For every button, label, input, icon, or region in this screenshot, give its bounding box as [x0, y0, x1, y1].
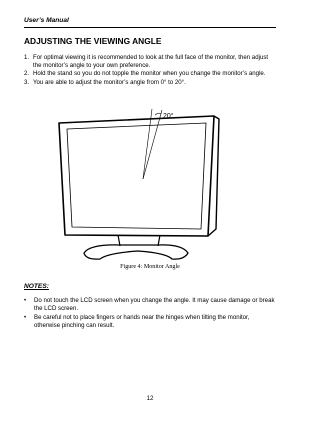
step-text: Hold the stand so you do not topple the monitor when you change the monitor’s angle.: [33, 70, 266, 78]
angle-label: 20°: [163, 113, 174, 120]
section-title: ADJUSTING THE VIEWING ANGLE: [24, 36, 162, 46]
header-label: User’s Manual: [24, 17, 69, 24]
notes-list: [24, 297, 276, 331]
bullet: •: [24, 313, 27, 321]
steps-list: [24, 54, 276, 87]
step-number: 3.: [24, 78, 30, 86]
bullet: •: [24, 297, 27, 304]
list-item: [24, 79, 276, 87]
page-number: 12: [146, 395, 154, 402]
list-item: [24, 54, 276, 70]
notes-title: NOTES:: [24, 283, 49, 290]
monitor-screen: [67, 123, 206, 229]
step-number: 1.: [24, 54, 30, 61]
figure-caption: Figure 4: Monitor Angle: [120, 264, 180, 270]
note-text: Be careful not to place fingers or hands near the hinges when tilting the monitor, otherwise pinching can result.: [34, 313, 250, 329]
angle-arc: [155, 113, 161, 115]
list-item: [24, 314, 276, 330]
step-text: For optimal viewing it is recommended to look at the full face of the monitor, then adjust the monitor’s angle to your own preference.: [33, 54, 269, 69]
angle-line-vertical: [143, 110, 162, 179]
monitor-angle-illustration: [56, 108, 246, 261]
stand-base: [84, 245, 188, 259]
step-text: You are able to adjust the monitor’s angle from 0° to 20°.: [33, 78, 186, 86]
step-number: 2.: [24, 70, 30, 78]
note-text: Do not touch the LCD screen when you change the angle. It may cause damage or break the LCD screen.: [34, 297, 275, 312]
monitor-bezel: [59, 116, 214, 236]
list-item: [24, 70, 276, 78]
list-item: [24, 297, 276, 313]
header-rule: [24, 27, 276, 28]
